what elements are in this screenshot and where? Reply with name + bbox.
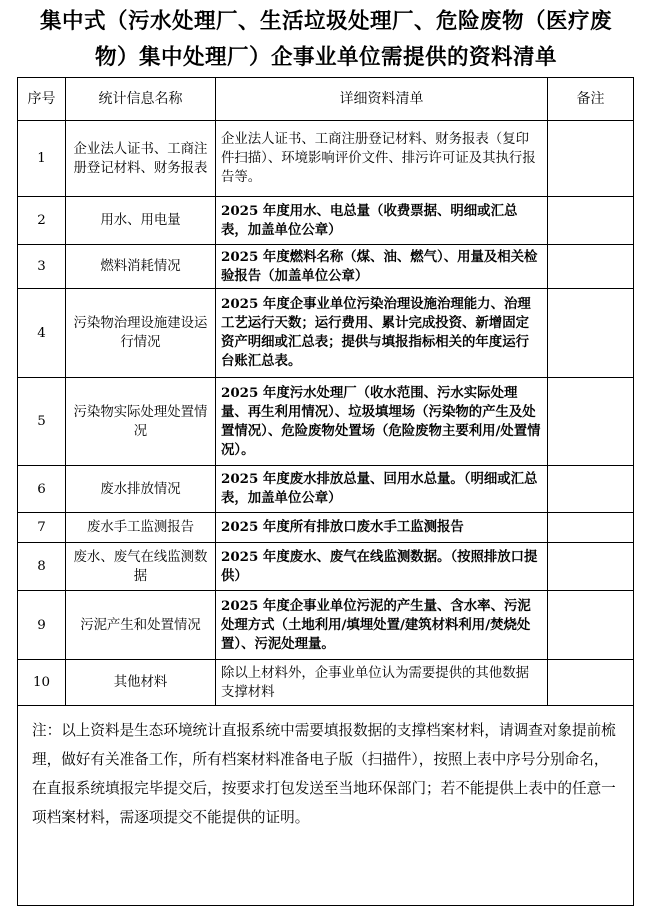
row-name: 污染物实际处理处置情况 bbox=[66, 378, 216, 466]
row-remark bbox=[548, 591, 634, 660]
table-row bbox=[18, 543, 634, 591]
row-detail: 2025 年度污水处理厂（收水范围、污水实际处理量、再生利用情况）、垃圾填埋场（污染物的产生及处置情况）、危险废物处置场（危险废物主要利用/处置情况）。 bbox=[216, 378, 548, 466]
table-row bbox=[18, 660, 634, 706]
table-row bbox=[18, 289, 634, 378]
row-detail: 2025 年度用水、电总量（收费票据、明细或汇总表，加盖单位公章） bbox=[216, 197, 548, 245]
row-name: 其他材料 bbox=[66, 660, 216, 706]
row-remark bbox=[548, 197, 634, 245]
document-title bbox=[10, 4, 642, 76]
row-detail: 企业法人证书、工商注册登记材料、财务报表（复印件扫描）、环境影响评价文件、排污许可证及其执行报告等。 bbox=[216, 121, 548, 197]
row-no: 9 bbox=[18, 591, 66, 660]
header-no: 序号 bbox=[18, 78, 66, 121]
title-line-2: 物）集中处理厂）企事业单位需提供的资料清单 bbox=[94, 45, 557, 70]
note-row bbox=[18, 706, 634, 906]
row-no: 7 bbox=[18, 513, 66, 543]
table-row bbox=[18, 121, 634, 197]
table-header-row bbox=[18, 78, 634, 121]
row-no: 6 bbox=[18, 466, 66, 513]
header-detail: 详细资料清单 bbox=[216, 78, 548, 121]
row-detail: 2025 年度企事业单位污泥的产生量、含水率、污泥处理方式（土地利用/填埋处置/建筑材料利用/焚烧处置）、污泥处理量。 bbox=[216, 591, 548, 660]
row-remark bbox=[548, 513, 634, 543]
table-row bbox=[18, 513, 634, 543]
header-name: 统计信息名称 bbox=[66, 78, 216, 121]
row-name: 污染物治理设施建设运行情况 bbox=[66, 289, 216, 378]
row-detail: 2025 年度废水、废气在线监测数据。（按照排放口提供） bbox=[216, 543, 548, 591]
row-name: 污泥产生和处置情况 bbox=[66, 591, 216, 660]
row-detail: 除以上材料外，企事业单位认为需要提供的其他数据支撑材料 bbox=[216, 660, 548, 706]
row-remark bbox=[548, 466, 634, 513]
table-row bbox=[18, 197, 634, 245]
row-detail: 2025 年度废水排放总量、回用水总量。（明细或汇总表，加盖单位公章） bbox=[216, 466, 548, 513]
row-remark bbox=[548, 245, 634, 289]
table-row bbox=[18, 466, 634, 513]
row-no: 2 bbox=[18, 197, 66, 245]
row-detail: 2025 年度燃料名称（煤、油、燃气）、用量及相关检验报告（加盖单位公章） bbox=[216, 245, 548, 289]
row-no: 5 bbox=[18, 378, 66, 466]
row-remark bbox=[548, 121, 634, 197]
row-no: 3 bbox=[18, 245, 66, 289]
row-name: 废水手工监测报告 bbox=[66, 513, 216, 543]
row-name: 用水、用电量 bbox=[66, 197, 216, 245]
row-name: 废水排放情况 bbox=[66, 466, 216, 513]
row-remark bbox=[548, 543, 634, 591]
row-no: 8 bbox=[18, 543, 66, 591]
row-remark bbox=[548, 289, 634, 378]
row-name: 燃料消耗情况 bbox=[66, 245, 216, 289]
row-no: 10 bbox=[18, 660, 66, 706]
row-no: 4 bbox=[18, 289, 66, 378]
header-remark: 备注 bbox=[548, 78, 634, 121]
row-name: 废水、废气在线监测数据 bbox=[66, 543, 216, 591]
table-row bbox=[18, 378, 634, 466]
row-detail: 2025 年度企事业单位污染治理设施治理能力、治理工艺运行天数；运行费用、累计完成投资、新增固定资产明细或汇总表；提供与填报指标相关的年度运行台账汇总表。 bbox=[216, 289, 548, 378]
row-remark bbox=[548, 660, 634, 706]
table-row bbox=[18, 591, 634, 660]
row-detail: 2025 年度所有排放口废水手工监测报告 bbox=[216, 513, 548, 543]
row-name: 企业法人证书、工商注册登记材料、财务报表 bbox=[66, 121, 216, 197]
row-remark bbox=[548, 378, 634, 466]
row-no: 1 bbox=[18, 121, 66, 197]
table-row bbox=[18, 245, 634, 289]
title-line-1: 集中式（污水处理厂、生活垃圾处理厂、危险废物（医疗废 bbox=[39, 9, 612, 34]
footnote: 注：以上资料是生态环境统计直报系统中需要填报数据的支撑档案材料，请调查对象提前梳理，做好有关准备工作，所有档案材料准备电子版（扫描件），按照上表中序号分别命名，在直报系统填报完毕提交后，按要求打包发送至当地环保部门；若不能提供上表中的任意一项档案材料，需逐项提交不能提供的证明。 bbox=[18, 706, 634, 906]
materials-table bbox=[17, 77, 634, 906]
